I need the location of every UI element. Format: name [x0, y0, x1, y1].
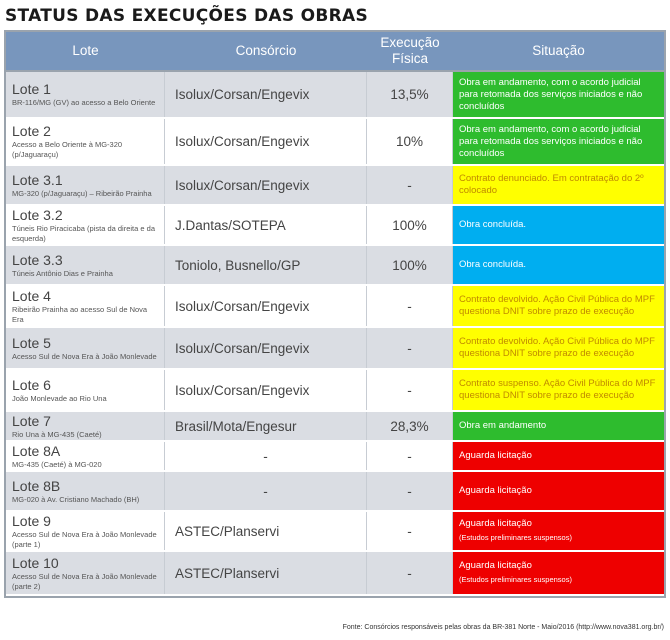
lote-name: Lote 6 — [12, 376, 51, 393]
header-execucao-line2: Física — [391, 51, 428, 66]
situacao-cell — [453, 412, 664, 440]
execucao-cell: - — [367, 472, 453, 510]
consorcio-cell: ASTEC/Planservi — [165, 512, 367, 550]
situacao-cell — [453, 72, 664, 117]
header-execucao-line1: Execução — [380, 35, 440, 50]
consorcio-cell: ASTEC/Planservi — [165, 552, 367, 594]
table-row — [6, 286, 664, 328]
header-execucao — [367, 32, 453, 70]
source-note: Fonte: Consórcios responsáveis pelas obras da BR-381 Norte - Maio/2016 (http://www.nova381.org.br/) — [342, 624, 664, 631]
situacao-text: Obra concluída. — [459, 219, 527, 230]
lote-description: Acesso a Belo Oriente à MG-320 (p/Jaguaraçu) — [12, 140, 123, 159]
situacao-cell — [453, 552, 664, 594]
lote-cell — [6, 286, 165, 326]
table-row — [6, 72, 664, 119]
table-row — [6, 246, 664, 286]
situacao-text: Contrato suspenso. Ação Civil Pública do MPF questiona DNIT sobre prazo de execução — [459, 378, 656, 401]
consorcio-cell: Isolux/Corsan/Engevix — [165, 286, 367, 326]
lote-description: Rio Una à MG-435 (Caeté) — [12, 429, 102, 439]
lote-cell — [6, 246, 165, 284]
execucao-cell: - — [367, 552, 453, 594]
consorcio-cell: Isolux/Corsan/Engevix — [165, 119, 367, 164]
lote-description: Acesso Sul de Nova Era à João Monlevade (parte 2) — [12, 571, 157, 591]
lote-name: Lote 3.2 — [12, 206, 63, 223]
lote-cell — [6, 166, 165, 204]
table-body — [6, 72, 664, 596]
lote-name: Lote 5 — [12, 334, 51, 351]
lote-description: João Monlevade ao Rio Una — [12, 393, 107, 403]
lote-cell — [6, 412, 165, 440]
lote-name: Lote 1 — [12, 81, 51, 97]
table-row — [6, 166, 664, 206]
execucao-cell: 13,5% — [367, 72, 453, 117]
situacao-text: Obra em andamento — [459, 420, 547, 431]
lote-name: Lote 8B — [12, 477, 61, 494]
table-row — [6, 328, 664, 370]
lote-description: Túneis Antônio Dias e Prainha — [12, 268, 113, 278]
table-row — [6, 370, 664, 412]
table-row — [6, 472, 664, 512]
situacao-cell — [453, 370, 664, 410]
lote-cell — [6, 512, 165, 550]
situacao-text: Aguarda licitação — [459, 518, 532, 529]
consorcio-cell: Brasil/Mota/Engesur — [165, 412, 367, 440]
execucao-cell: - — [367, 512, 453, 550]
consorcio-cell: Isolux/Corsan/Engevix — [165, 328, 367, 368]
lote-description: MG-435 (Caeté) à MG-020 — [12, 459, 102, 469]
execucao-cell: - — [367, 328, 453, 368]
lote-cell — [6, 472, 165, 510]
table-row — [6, 206, 664, 246]
lote-description: Ribeirão Prainha ao acesso Sul de Nova Era — [12, 304, 148, 324]
execucao-cell: - — [367, 286, 453, 326]
lote-name: Lote 4 — [12, 287, 51, 304]
situacao-cell — [453, 246, 664, 284]
execucao-cell: 100% — [367, 206, 453, 244]
situacao-cell — [453, 442, 664, 470]
consorcio-cell: Isolux/Corsan/Engevix — [165, 166, 367, 204]
lote-cell — [6, 442, 165, 470]
lote-name: Lote 10 — [12, 554, 59, 571]
situacao-text: Contrato denunciado. Em contratação do 2º colocado — [459, 173, 644, 196]
situacao-cell — [453, 206, 664, 244]
lote-cell — [6, 552, 165, 594]
execucao-cell: - — [367, 166, 453, 204]
situacao-text: Obra em andamento, com o acordo judicial para retomada dos serviços iniciados e não concluídos — [459, 76, 643, 112]
lote-description: Túneis Rio Piracicaba (pista da direita e da esquerda) — [12, 223, 155, 243]
situacao-cell — [453, 472, 664, 510]
situacao-text: Aguarda licitação — [459, 450, 532, 461]
situacao-cell — [453, 328, 664, 368]
lote-name: Lote 9 — [12, 512, 51, 529]
situacao-subtext: (Estudos preliminares suspensos) — [459, 533, 572, 542]
status-table — [4, 30, 666, 598]
consorcio-cell: Isolux/Corsan/Engevix — [165, 72, 367, 117]
consorcio-cell: - — [165, 442, 367, 470]
lote-description: MG-320 (p/Jaguaraçu) – Ribeirão Prainha — [12, 188, 152, 198]
table-row — [6, 512, 664, 552]
situacao-cell — [453, 166, 664, 204]
lote-name: Lote 2 — [12, 123, 51, 139]
situacao-cell — [453, 512, 664, 550]
lote-name: Lote 8A — [12, 442, 61, 459]
execucao-cell: 10% — [367, 119, 453, 164]
page-title: STATUS DAS EXECUÇÕES DAS OBRAS — [5, 6, 368, 26]
lote-cell — [6, 206, 165, 244]
lote-cell — [6, 119, 165, 164]
table-row — [6, 552, 664, 596]
situacao-cell — [453, 119, 664, 164]
lote-cell — [6, 72, 165, 117]
situacao-subtext: (Estudos preliminares suspensos) — [459, 575, 572, 584]
consorcio-cell: J.Dantas/SOTEPA — [165, 206, 367, 244]
lote-description: Acesso Sul de Nova Era à João Monlevade — [12, 351, 157, 361]
execucao-cell: - — [367, 442, 453, 470]
table-row — [6, 442, 664, 472]
lote-name: Lote 7 — [12, 412, 51, 429]
situacao-text: Aguarda licitação — [459, 560, 532, 571]
consorcio-cell: - — [165, 472, 367, 510]
execucao-cell: - — [367, 370, 453, 410]
situacao-text: Obra em andamento, com o acordo judicial para retomada dos serviços iniciados e não concluídos — [459, 123, 643, 159]
header-consorcio: Consórcio — [235, 43, 297, 58]
table-row — [6, 412, 664, 442]
header-lote: Lote — [72, 43, 99, 58]
execucao-cell: 28,3% — [367, 412, 453, 440]
situacao-text: Obra concluída. — [459, 259, 527, 270]
lote-description: BR-116/MG (GV) ao acesso a Belo Oriente — [12, 98, 156, 107]
situacao-text: Contrato devolvido. Ação Civil Pública do MPF questiona DNIT sobre prazo de execução — [459, 294, 655, 317]
lote-name: Lote 3.1 — [12, 171, 63, 188]
lote-name: Lote 3.3 — [12, 251, 63, 268]
lote-cell — [6, 328, 165, 368]
header-situacao: Situação — [532, 43, 585, 58]
situacao-text: Aguarda licitação — [459, 485, 532, 496]
lote-description: Acesso Sul de Nova Era à João Monlevade (parte 1) — [12, 529, 157, 549]
execucao-cell: 100% — [367, 246, 453, 284]
table-row — [6, 119, 664, 166]
consorcio-cell: Isolux/Corsan/Engevix — [165, 370, 367, 410]
table-header — [6, 32, 664, 72]
lote-description: MG-020 à Av. Cristiano Machado (BH) — [12, 494, 140, 504]
lote-cell — [6, 370, 165, 410]
situacao-cell — [453, 286, 664, 326]
consorcio-cell: Toniolo, Busnello/GP — [165, 246, 367, 284]
situacao-text: Contrato devolvido. Ação Civil Pública do MPF questiona DNIT sobre prazo de execução — [459, 336, 655, 359]
